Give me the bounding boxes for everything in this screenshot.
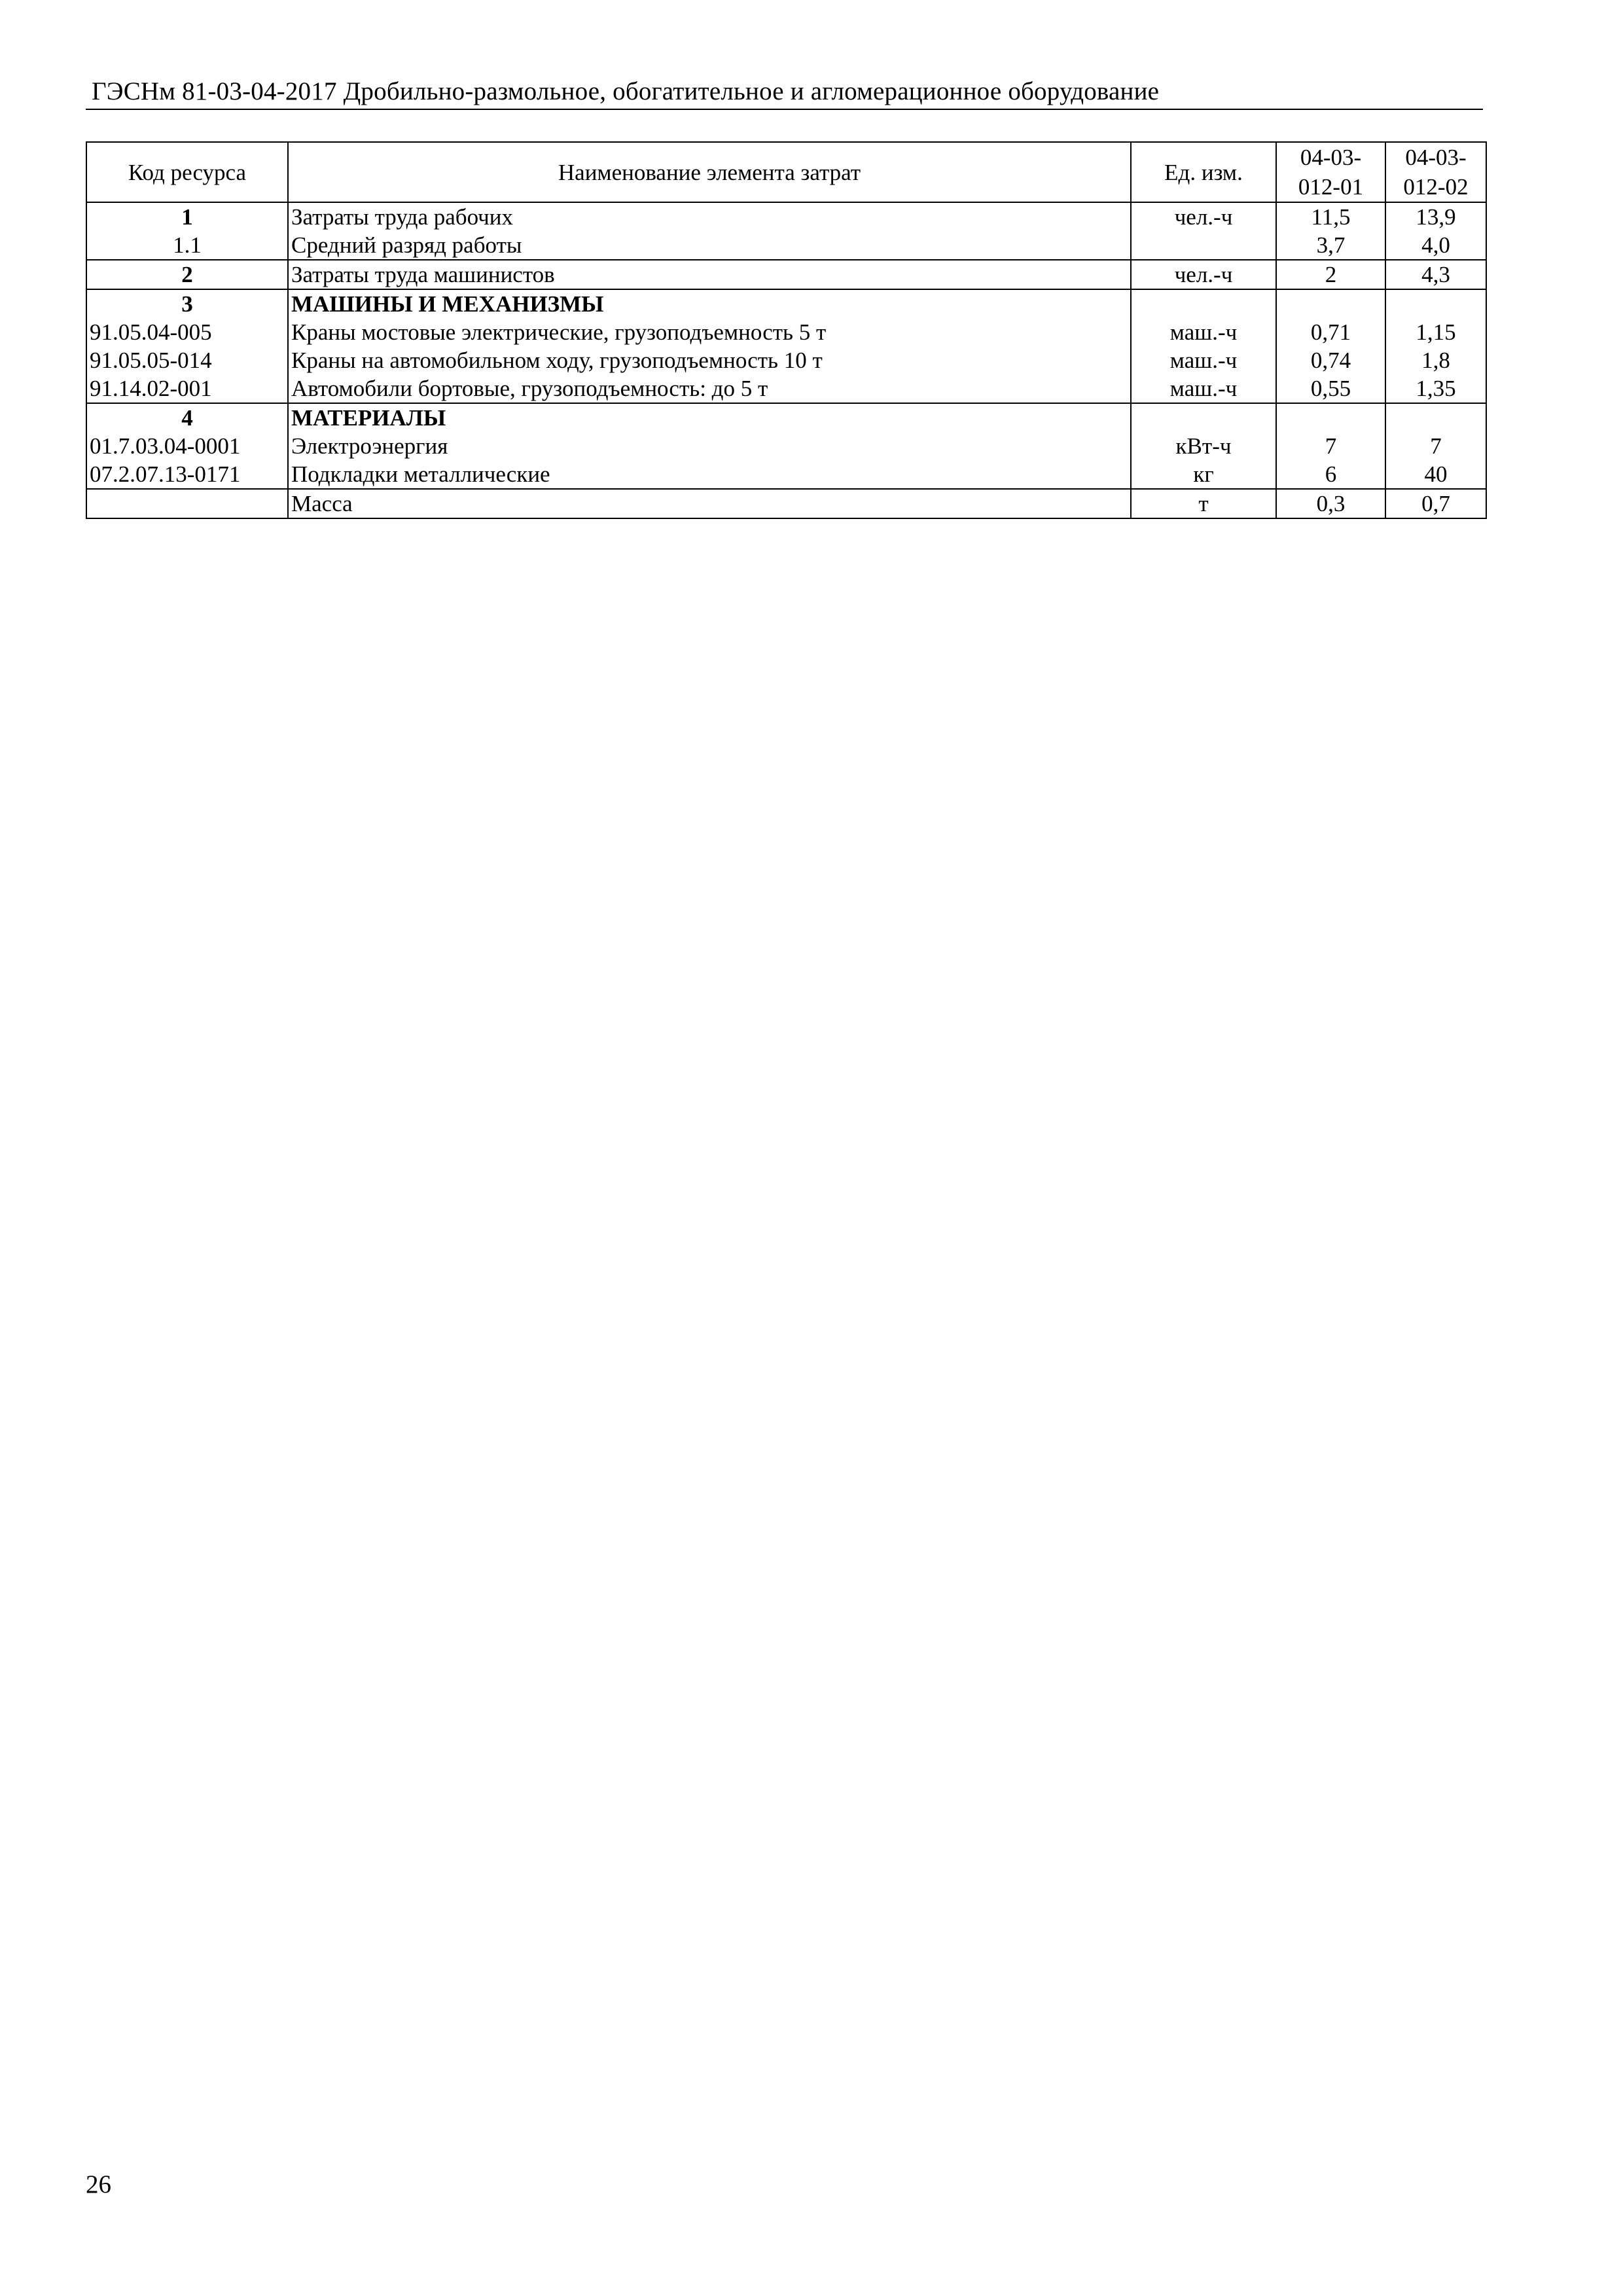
column-header-norm-1-line-2: 012-01 (1276, 172, 1385, 202)
table-row (86, 202, 1486, 231)
norm-value-2 (1385, 403, 1486, 432)
resource-unit (1131, 403, 1276, 432)
norm-value-1: 0,55 (1276, 374, 1385, 403)
section-row (86, 403, 1486, 432)
header-divider (86, 109, 1483, 110)
norm-value-2 (1385, 289, 1486, 318)
resource-name: Подкладки металлические (288, 460, 1131, 489)
norm-value-2: 1,15 (1385, 318, 1486, 346)
norm-value-2: 13,9 (1385, 202, 1486, 231)
norm-value-1 (1276, 403, 1385, 432)
column-header-unit: Ед. изм. (1131, 142, 1276, 202)
section-title: МАШИНЫ И МЕХАНИЗМЫ (288, 289, 1131, 318)
norm-value-1: 0,71 (1276, 318, 1385, 346)
resource-code: 91.05.05-014 (86, 346, 288, 374)
resource-unit: маш.-ч (1131, 374, 1276, 403)
table-row (86, 374, 1486, 403)
resource-code: 1.1 (86, 231, 288, 260)
table-row (86, 432, 1486, 460)
norm-value-1: 3,7 (1276, 231, 1385, 260)
table-header-row (86, 142, 1486, 172)
resource-name: Средний разряд работы (288, 231, 1131, 260)
resource-code (86, 489, 288, 518)
norm-value-1: 6 (1276, 460, 1385, 489)
resource-name: Автомобили бортовые, грузоподъемность: до 5 т (288, 374, 1131, 403)
table-row (86, 489, 1486, 518)
resource-unit: кг (1131, 460, 1276, 489)
resource-unit (1131, 231, 1276, 260)
resource-code: 91.05.04-005 (86, 318, 288, 346)
resource-unit: чел.-ч (1131, 202, 1276, 231)
norm-value-2: 0,7 (1385, 489, 1486, 518)
resource-unit (1131, 289, 1276, 318)
resource-name: Краны мостовые электрические, грузоподъемность 5 т (288, 318, 1131, 346)
section-title: МАТЕРИАЛЫ (288, 403, 1131, 432)
resource-unit: чел.-ч (1131, 260, 1276, 289)
resource-code: 91.14.02-001 (86, 374, 288, 403)
resource-name: Электроэнергия (288, 432, 1131, 460)
resource-name: Краны на автомобильном ходу, грузоподъемность 10 т (288, 346, 1131, 374)
column-header-norm-2-line-2: 012-02 (1385, 172, 1486, 202)
norm-value-2: 1,35 (1385, 374, 1486, 403)
norm-value-1: 2 (1276, 260, 1385, 289)
norm-value-2: 7 (1385, 432, 1486, 460)
norm-value-1: 0,74 (1276, 346, 1385, 374)
section-code: 4 (86, 403, 288, 432)
column-header-name: Наименование элемента затрат (288, 142, 1131, 202)
resource-unit: кВт-ч (1131, 432, 1276, 460)
norm-value-1: 7 (1276, 432, 1385, 460)
table-row (86, 260, 1486, 289)
resource-unit: т (1131, 489, 1276, 518)
norm-value-2: 4,3 (1385, 260, 1486, 289)
column-header-norm-2-line-1: 04-03- (1385, 142, 1486, 172)
resource-unit: маш.-ч (1131, 346, 1276, 374)
resource-name: Масса (288, 489, 1131, 518)
section-row (86, 289, 1486, 318)
resource-name: Затраты труда машинистов (288, 260, 1131, 289)
resource-unit: маш.-ч (1131, 318, 1276, 346)
column-header-norm-1-line-1: 04-03- (1276, 142, 1385, 172)
resource-code: 1 (86, 202, 288, 231)
resource-code: 2 (86, 260, 288, 289)
resource-name: Затраты труда рабочих (288, 202, 1131, 231)
resource-code: 07.2.07.13-0171 (86, 460, 288, 489)
norm-value-1: 0,3 (1276, 489, 1385, 518)
resource-code: 01.7.03.04-0001 (86, 432, 288, 460)
document-title: ГЭСНм 81-03-04-2017 Дробильно-размольное, обогатительное и агломерационное оборудование (92, 77, 1160, 105)
resource-norms-table (86, 141, 1487, 519)
norm-value-2: 4,0 (1385, 231, 1486, 260)
table-row (86, 346, 1486, 374)
table-row (86, 460, 1486, 489)
table-row (86, 231, 1486, 260)
norm-value-2: 40 (1385, 460, 1486, 489)
table-row (86, 318, 1486, 346)
column-header-code: Код ресурса (86, 142, 288, 202)
section-code: 3 (86, 289, 288, 318)
norm-value-2: 1,8 (1385, 346, 1486, 374)
norm-value-1: 11,5 (1276, 202, 1385, 231)
norm-value-1 (1276, 289, 1385, 318)
page-number: 26 (86, 2170, 111, 2198)
